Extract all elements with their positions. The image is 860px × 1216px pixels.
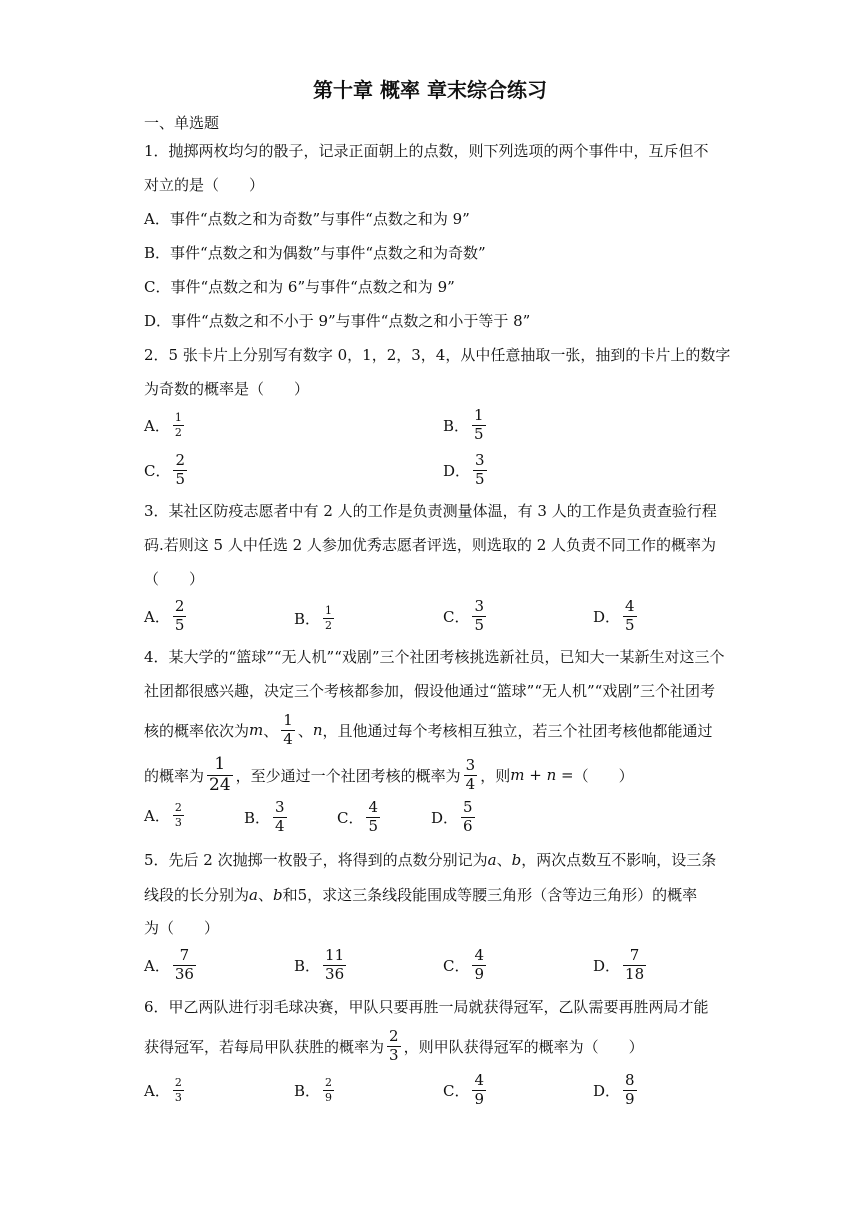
fraction [323, 948, 346, 983]
text: 的概率为 [144, 766, 205, 785]
fraction [623, 1073, 637, 1108]
denominator: 3 [174, 1090, 182, 1104]
numerator: 2 [389, 1027, 399, 1045]
q3-option-b [294, 605, 337, 631]
option-label: B． [443, 416, 470, 435]
denominator: 4 [275, 816, 285, 835]
option-label: B． [294, 609, 321, 628]
option-label: D． [431, 808, 459, 827]
fraction [281, 713, 295, 748]
q5-stem-line2 [144, 884, 697, 905]
text: 线段的长分别为 [144, 886, 250, 904]
option-label: C． [443, 956, 470, 975]
denominator: 9 [625, 1089, 635, 1108]
q5-option-b [294, 948, 349, 983]
fraction [273, 800, 287, 835]
option-label: C． [337, 808, 364, 827]
q2-option-d [443, 453, 490, 488]
numerator: 1 [283, 711, 293, 729]
fraction [472, 1073, 486, 1108]
q5-stem-line3: 为（ ） [144, 919, 220, 937]
q2-stem-line2: 为奇数的概率是（ ） [144, 380, 310, 398]
numerator: 2 [174, 597, 185, 615]
text: ，至少通过一个社团考核的概率为 [235, 766, 461, 785]
option-label: D． [443, 461, 471, 480]
q3-stem-line1: 3．某社区防疫志愿者中有 2 人的工作是负责测量体温，有 3 人的工作是负责查验行程 [144, 502, 717, 520]
fraction [173, 948, 196, 983]
text: ，两次点数互不影响，设三条 [521, 851, 717, 869]
q1-option-c: C．事件“点数之和为 6”与事件“点数之和为 9” [144, 278, 455, 296]
numerator: 1 [474, 406, 484, 424]
fraction [472, 408, 486, 443]
text: 5．先后 2 次抛掷一枚骰子，将得到的点数分别记为 [144, 851, 488, 869]
fraction [623, 599, 637, 634]
denominator: 36 [174, 964, 194, 983]
numerator: 2 [174, 1076, 182, 1089]
q6-option-a [144, 1077, 187, 1103]
numerator: 4 [368, 798, 379, 816]
separator: 、 [257, 886, 273, 904]
q6-option-b [294, 1077, 337, 1103]
denominator: 5 [368, 816, 379, 835]
numerator: 1 [214, 754, 226, 774]
fraction [173, 412, 184, 438]
q3-stem-line3: （ ） [144, 570, 205, 588]
q1-option-d: D．事件“点数之和不小于 9”与事件“点数之和小于等于 8” [144, 312, 531, 330]
fraction [323, 605, 334, 631]
numerator: 1 [325, 604, 333, 617]
q3-stem-line2: 码.若则这 5 人中任选 2 人参加优秀志愿者评选，则选取的 2 人负责不同工作的概率为 [144, 536, 717, 554]
denominator: 3 [174, 815, 182, 829]
denominator: 4 [465, 774, 476, 793]
text: （ ） [573, 766, 634, 785]
denominator: 9 [474, 1089, 485, 1108]
q3-option-c [443, 599, 489, 634]
option-label: A． [144, 806, 170, 825]
variable-n: n [312, 721, 323, 740]
denominator: 5 [474, 615, 485, 634]
denominator: 5 [625, 615, 635, 634]
fraction [461, 800, 475, 835]
separator: 、 [263, 721, 279, 740]
q4-option-b [244, 800, 290, 835]
page-title: 第十章 概率 章末综合练习 [313, 78, 547, 102]
numerator: 3 [475, 451, 485, 469]
q2-option-b [443, 408, 489, 443]
text: 核的概率依次为 [144, 721, 250, 740]
text: ，则甲队获得冠军的概率为（ ） [403, 1037, 644, 1056]
numerator: 7 [629, 946, 640, 964]
variable-m: m [249, 721, 264, 740]
option-label: A． [144, 607, 170, 626]
text: 和 [282, 886, 298, 904]
q1-stem-line2: 对立的是（ ） [144, 176, 265, 194]
denominator: 6 [463, 816, 473, 835]
option-label: B． [294, 956, 321, 975]
fraction [366, 800, 380, 835]
q6-stem-line2 [144, 1029, 644, 1064]
option-label: C． [443, 1081, 470, 1100]
q4-stem-line3 [144, 713, 713, 748]
text: ，且他通过每个考核相互独立，若三个社团考核他都能通过 [322, 721, 713, 740]
option-label: C． [144, 461, 171, 480]
option-label: C． [443, 607, 470, 626]
variable-a: a [249, 885, 258, 904]
numerator: 1 [174, 411, 182, 424]
q6-option-c [443, 1073, 489, 1108]
option-label: D． [593, 1081, 621, 1100]
denominator: 5 [175, 469, 186, 488]
option-label: D． [593, 956, 621, 975]
q5-stem-line1 [144, 849, 716, 870]
text: 获得冠军，若每局甲队获胜的概率为 [144, 1037, 385, 1056]
variable-b: b [272, 885, 283, 904]
denominator: 3 [389, 1045, 399, 1064]
q1-option-b: B．事件“点数之和为偶数”与事件“点数之和为奇数” [144, 244, 486, 262]
numerator: 2 [175, 451, 186, 469]
q1-option-a: A．事件“点数之和为奇数”与事件“点数之和为 9” [144, 210, 470, 228]
numerator: 2 [174, 801, 182, 814]
denominator: 2 [174, 425, 182, 439]
fraction [472, 599, 486, 634]
denominator: 9 [474, 964, 485, 983]
q4-stem-line2: 社团都很感兴趣，决定三个考核都参加，假设他通过“篮球”“无人机”“戏剧”三个社团考 [144, 682, 716, 700]
separator: 、 [297, 721, 313, 740]
q1-stem-line1: 1．抛掷两枚均匀的骰子，记录正面朝上的点数，则下列选项的两个事件中，互斥但不 [144, 142, 709, 160]
fraction [173, 599, 187, 634]
variable-a: a [487, 850, 497, 869]
option-label: D． [593, 607, 621, 626]
q4-stem-line4 [144, 756, 634, 795]
option-label: B． [244, 808, 271, 827]
fraction [173, 802, 184, 828]
number: 5 [297, 885, 308, 904]
fraction [173, 1077, 184, 1103]
numerator: 5 [463, 798, 473, 816]
text: ，求这三条线段能围成等腰三角形（含等边三角形）的概率 [307, 886, 698, 904]
q2-option-a [144, 412, 187, 438]
numerator: 8 [625, 1071, 635, 1089]
denominator: 2 [325, 618, 333, 632]
numerator: 4 [474, 1071, 485, 1089]
numerator: 4 [474, 946, 485, 964]
option-label: A． [144, 1081, 170, 1100]
denominator: 5 [174, 615, 185, 634]
q6-option-d [593, 1073, 640, 1108]
q5-option-c [443, 948, 489, 983]
fraction [323, 1077, 334, 1103]
option-label: A． [144, 416, 170, 435]
q5-option-a [144, 948, 199, 983]
separator: 、 [496, 851, 512, 869]
q2-stem-line1: 2．5 张卡片上分别写有数字 0，1，2，3，4，从中任意抽取一张，抽到的卡片上的数字 [144, 346, 731, 364]
q4-stem-line1: 4．某大学的“篮球”“无人机”“戏剧”三个社团考核挑选新社员，已知大一某新生对这三个 [144, 648, 725, 666]
numerator: 2 [325, 1076, 333, 1089]
numerator: 4 [625, 597, 635, 615]
q4-option-c [337, 800, 383, 835]
q6-stem-line1: 6．甲乙两队进行羽毛球决赛，甲队只要再胜一局就获得冠军，乙队需要再胜两局才能 [144, 998, 709, 1016]
q5-option-d [593, 948, 649, 983]
denominator: 24 [209, 774, 231, 795]
denominator: 5 [474, 424, 484, 443]
fraction [472, 948, 486, 983]
numerator: 3 [465, 756, 476, 775]
fraction [473, 453, 487, 488]
denominator: 36 [325, 964, 345, 983]
option-label: A． [144, 956, 170, 975]
fraction [623, 948, 646, 983]
text: ，则 [480, 766, 511, 785]
q2-option-c [144, 453, 190, 488]
numerator: 7 [179, 946, 190, 964]
numerator: 11 [325, 946, 345, 964]
fraction [173, 453, 187, 488]
denominator: 5 [475, 469, 485, 488]
numerator: 3 [275, 798, 285, 816]
q4-option-a [144, 802, 187, 828]
q3-option-a [144, 599, 189, 634]
fraction [387, 1029, 401, 1064]
q3-option-d [593, 599, 640, 634]
fraction [207, 756, 233, 795]
numerator: 3 [474, 597, 485, 615]
variable-b: b [511, 850, 522, 869]
option-label: B． [294, 1081, 321, 1100]
q4-option-d [431, 800, 478, 835]
section-heading: 一、单选题 [144, 114, 220, 132]
denominator: 4 [283, 729, 293, 748]
fraction [464, 758, 478, 793]
denominator: 9 [325, 1090, 333, 1104]
math-expression: m + n = [510, 766, 574, 785]
denominator: 18 [625, 964, 645, 983]
